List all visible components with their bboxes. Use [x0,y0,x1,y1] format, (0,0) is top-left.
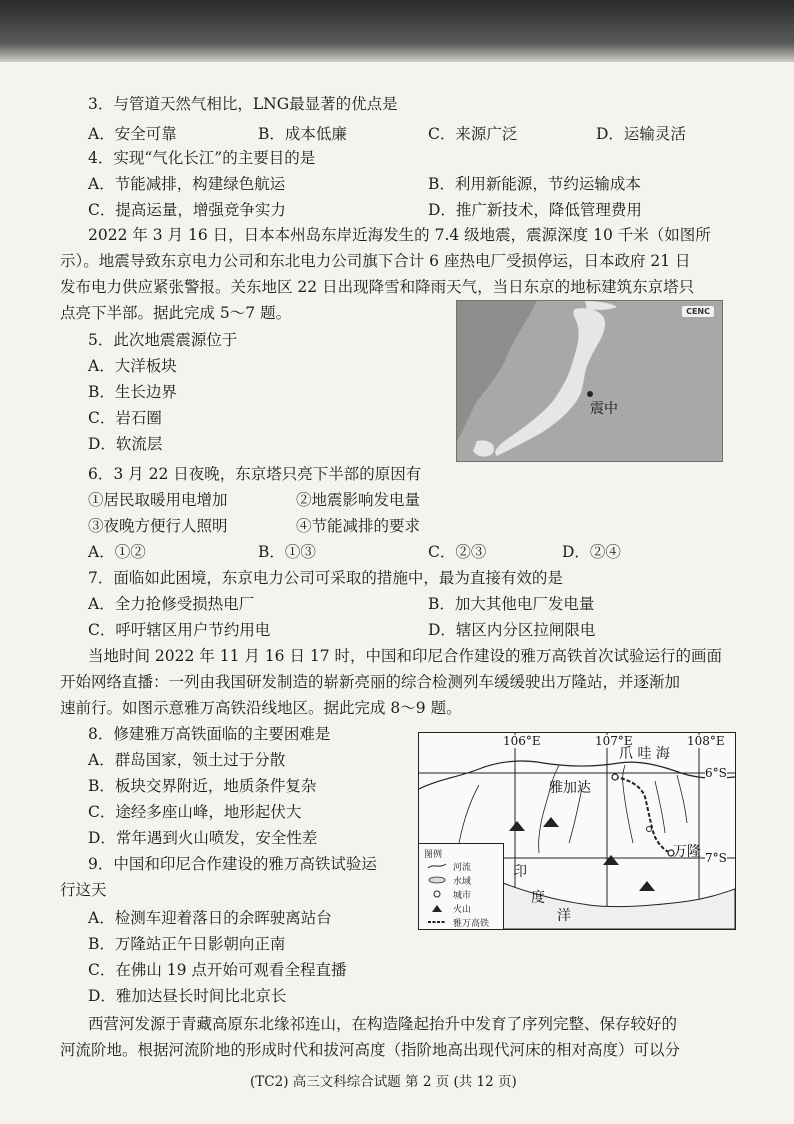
water-symbol-icon [427,876,447,884]
legend-water: 水域 [423,874,503,885]
ocean-label-1: 印 [513,864,527,880]
question-4-stem: 4．实现“气化长江”的主要目的是 [88,149,316,167]
passage2-line1: 当地时间 2022 年 11 月 16 日 17 时，中国和印尼合作建设的雅万高铁首次试验运行的画面 [88,647,723,665]
legend-title: 图例 [424,850,443,860]
q8-option-b: B．板块交界附近，地质条件复杂 [88,777,317,795]
q6-option-d: D．②④ [562,543,621,561]
q3-option-c: C．来源广泛 [428,125,518,143]
q9-option-c: C．在佛山 19 点开始可观看全程直播 [88,961,347,979]
ocean-label-3: 洋 [557,908,571,924]
city-symbol-icon [427,890,447,898]
jakarta-label: 雅加达 [549,780,591,796]
lon-label-107: 107°E [595,734,633,748]
q5-option-b: B．生长边界 [88,383,177,401]
q6-option-b: B．①③ [258,543,316,561]
passage1-line4: 点亮下半部。据此完成 5～7 题。 [60,304,292,322]
legend-volcano: 火山 [423,902,503,913]
bandung-label: 万隆 [673,844,701,860]
q4-option-b: B．利用新能源，节约运输成本 [428,175,641,193]
question-8-stem: 8．修建雅万高铁面临的主要困难是 [88,725,331,743]
q5-option-c: C．岩石圈 [88,409,162,427]
q9-option-a: A．检测车迎着落日的余晖驶离站台 [88,909,332,927]
question-7-stem: 7．面临如此困境，东京电力公司可采取的措施中，最为直接有效的是 [88,569,563,587]
japan-earthquake-figure [456,300,723,462]
passage2-line2: 开始网络直播：一列由我国研发制造的崭新亮丽的综合检测列车缓缓驶出万隆站，并逐渐加 [60,673,681,691]
lon-label-108: 108°E [687,734,725,748]
q3-option-d: D．运输灵活 [596,125,686,143]
question-5-stem: 5．此次地震震源位于 [88,331,238,349]
q9-option-b: B．万隆站正午日影朝向正南 [88,935,286,953]
q7-option-d: D．辖区内分区拉闸限电 [428,621,596,639]
ocean-label-2: 度 [531,890,545,906]
question-9-stem-line1: 9．中国和印尼合作建设的雅万高铁试验运 [88,855,377,873]
q6-item-2: ②地震影响发电量 [296,491,421,509]
japan-map-graphic [457,301,722,461]
java-sea-label: 爪 哇 海 [619,746,670,762]
lat-label-6s: 6°S [705,766,727,780]
q8-option-a: A．群岛国家，领土过于分散 [88,751,286,769]
q5-option-a: A．大洋板块 [88,357,177,375]
q6-option-c: C．②③ [428,543,487,561]
lon-label-106: 106°E [503,734,541,748]
question-6-stem: 6．3 月 22 日夜晚，东京塔只亮下半部的原因有 [88,465,422,483]
q3-option-b: B．成本低廉 [258,125,347,143]
river-symbol-icon [427,862,447,870]
lat-label-7s: 7°S [705,851,727,865]
passage3-line1: 西营河发源于青藏高原东北缘祁连山，在构造隆起抬升中发育了序列完整、保存较好的 [88,1015,678,1033]
epicenter-label: 震中 [590,401,618,417]
q6-option-a: A．①② [88,543,146,561]
legend-railway: 雅万高铁 [423,916,503,927]
passage3-line2: 河流阶地。根据河流阶地的形成时代和拔河高度（指阶地高出现代河床的相对高度）可以分 [60,1041,681,1059]
q6-item-4: ④节能减排的要求 [296,517,421,535]
passage1-line3: 发布电力供应紧张警报。关东地区 22 日出现降雪和降雨天气，当日东京的地标建筑东京塔只 [60,278,695,296]
q4-option-a: A．节能减排，构建绿色航运 [88,175,286,193]
cenc-logo: CENC [682,306,714,317]
volcano-symbol-icon [427,904,447,912]
epicenter-marker [587,391,593,397]
q8-option-d: D．常年遇到火山喷发，安全性差 [88,829,318,847]
legend-river: 河流 [423,860,503,871]
q3-option-a: A．安全可靠 [88,125,177,143]
passage1-line1: 2022 年 3 月 16 日，日本本州岛东岸近海发生的 7.4 级地震，震源深度 10 千米（如图所 [88,226,711,244]
q8-option-c: C．途经多座山峰，地形起伏大 [88,803,302,821]
scan-top-edge [0,0,794,62]
q7-option-b: B．加大其他电厂发电量 [428,595,595,613]
q6-item-3: ③夜晚方便行人照明 [88,517,228,535]
question-3-stem: 3．与管道天然气相比，LNG最显著的优点是 [88,95,398,113]
q4-option-c: C．提高运量，增强竞争实力 [88,201,286,219]
map-legend [419,843,504,930]
q7-option-c: C．呼吁辖区用户节约用电 [88,621,271,639]
question-9-stem-line2: 行这天 [60,881,107,899]
passage1-line2: 示）。地震导致东京电力公司和东北电力公司旗下合计 6 座热电厂受损停运，日本政府 21 日 [60,252,691,270]
passage2-line3: 速前行。如图示意雅万高铁沿线地区。据此完成 8～9 题。 [60,699,462,717]
railway-symbol-icon [427,918,447,926]
q6-item-1: ①居民取暖用电增加 [88,491,228,509]
q7-option-a: A．全力抢修受损热电厂 [88,595,255,613]
legend-city: 城市 [423,888,503,899]
q4-option-d: D．推广新技术，降低管理费用 [428,201,642,219]
page-footer: (TC2) 高三文科综合试题 第 2 页 (共 12 页) [250,1074,517,1090]
q9-option-d: D．雅加达昼长时间比北京长 [88,987,287,1005]
q5-option-d: D．软流层 [88,435,163,453]
jakarta-bandung-railway-map [418,732,736,930]
